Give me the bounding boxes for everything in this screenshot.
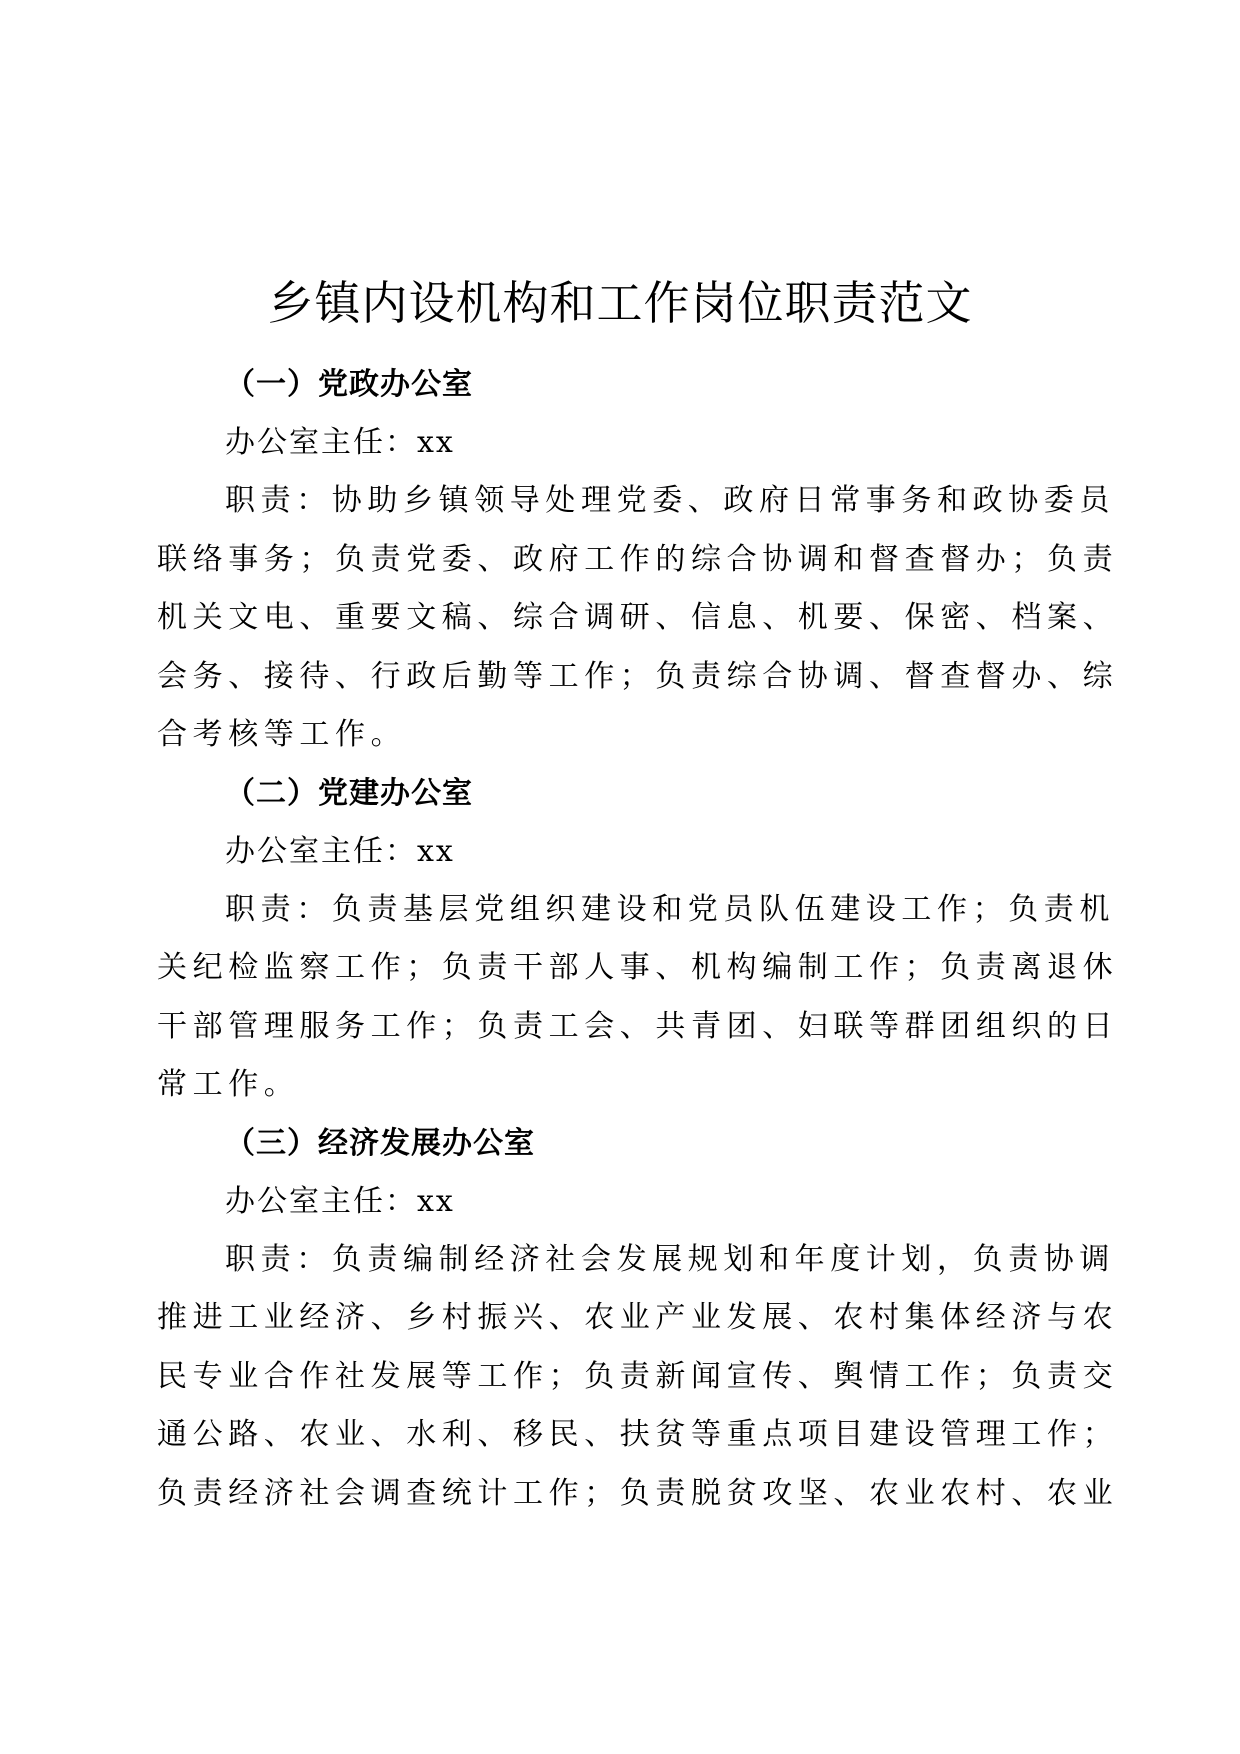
- duty-line: 负责经济社会调查统计工作；负责脱贫攻坚、农业农村、农业: [157, 1475, 1119, 1511]
- duty-line: 通公路、农业、水利、移民、扶贫等重点项目建设管理工作；: [157, 1417, 1119, 1452]
- duty-line: 干部管理服务工作；负责工会、共青团、妇联等群团组织的日: [157, 1008, 1119, 1044]
- office-director-line: 办公室主任：xx: [225, 425, 455, 460]
- office-director-line: 办公室主任：xx: [225, 833, 455, 869]
- duty-line: 职责：负责编制经济社会发展规划和年度计划，负责协调: [225, 1241, 1115, 1277]
- section-economic-development-office: [157, 1115, 1119, 1524]
- duty-line: 民专业合作社发展等工作；负责新闻宣传、舆情工作；负责交: [157, 1358, 1119, 1394]
- duty-line: 合考核等工作。: [157, 717, 407, 752]
- duty-line: 常工作。: [157, 1067, 300, 1102]
- duty-line: 推进工业经济、乡村振兴、农业产业发展、农村集体经济与农: [157, 1300, 1119, 1335]
- duty-line: 机关文电、重要文稿、综合调研、信息、机要、保密、档案、: [157, 600, 1119, 635]
- office-director-line: 办公室主任：xx: [225, 1183, 455, 1219]
- section-heading: （一）党政办公室: [225, 367, 473, 402]
- duty-line: 会务、接待、行政后勤等工作；负责综合协调、督查督办、综: [157, 658, 1119, 694]
- document-title: 乡镇内设机构和工作岗位职责范文: [267, 276, 973, 330]
- document-body: [157, 356, 1119, 1523]
- duty-line: 职责：协助乡镇领导处理党委、政府日常事务和政协委员: [225, 483, 1115, 518]
- section-heading: （三）经济发展办公室: [225, 1125, 535, 1161]
- section-party-building-office: [157, 765, 1119, 1115]
- duty-paragraph: [157, 472, 1119, 765]
- duty-line: 职责：负责基层党组织建设和党员队伍建设工作；负责机: [225, 891, 1115, 927]
- duty-line: 关纪检监察工作；负责干部人事、机构编制工作；负责离退休: [157, 950, 1119, 985]
- duty-line: 联络事务；负责党委、政府工作的综合协调和督查督办；负责: [157, 541, 1119, 577]
- duty-paragraph: [157, 881, 1119, 1115]
- section-party-government-office: [157, 356, 1119, 765]
- section-heading: （二）党建办公室: [225, 775, 473, 811]
- duty-paragraph: [157, 1231, 1119, 1524]
